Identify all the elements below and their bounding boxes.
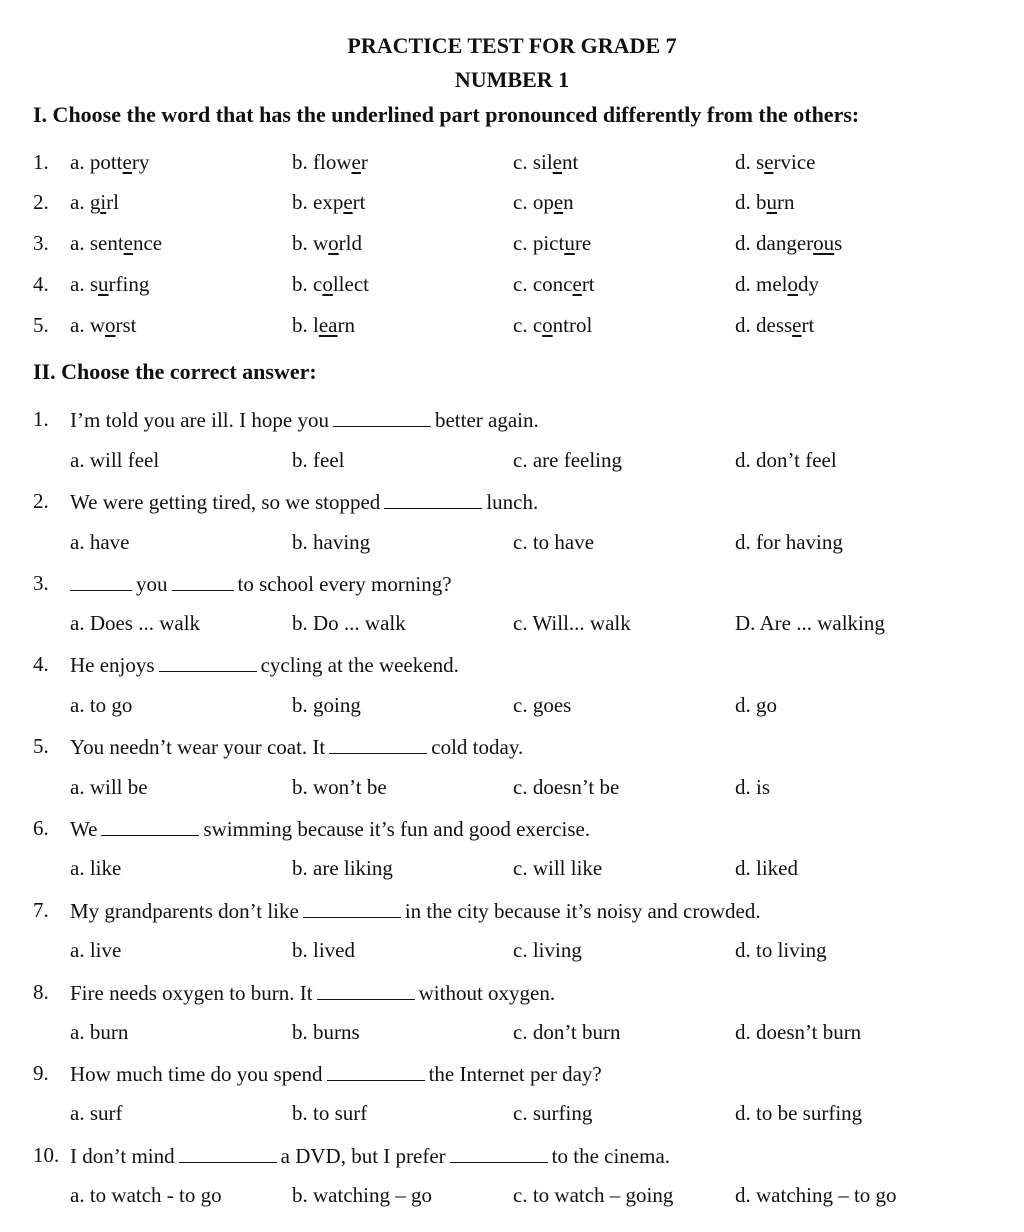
- option: b. expert: [292, 190, 366, 214]
- option-c: c. will like: [513, 856, 603, 880]
- question-stem: 4. He enjoys cycling at the weekend.: [33, 652, 459, 677]
- item-number: 3.: [33, 231, 49, 255]
- pron-item: [0, 230, 1024, 256]
- option-c: c. to have: [513, 530, 595, 554]
- answer-options: [0, 610, 1024, 636]
- underlined-part: e: [122, 150, 132, 174]
- underlined-part: o: [542, 313, 553, 337]
- underlined-part: e: [343, 190, 353, 214]
- underlined-part: e: [351, 150, 361, 174]
- option-d: d. is: [735, 775, 771, 799]
- answer-options: [0, 529, 1024, 555]
- option: b. learn: [292, 313, 355, 337]
- option-a: a. surf: [70, 1101, 123, 1125]
- question-stem: 9. How much time do you spend the Internet per day?: [33, 1061, 602, 1086]
- option: d. dessert: [735, 313, 815, 337]
- underlined-part: o: [787, 272, 798, 296]
- option-d: d. for having: [735, 530, 843, 554]
- option-b: b. are liking: [292, 856, 393, 880]
- option-a: a. burn: [70, 1020, 129, 1044]
- option: b. collect: [292, 272, 369, 296]
- option-d: d. liked: [735, 856, 798, 880]
- option: d. burn: [735, 190, 795, 214]
- option-c: c. goes: [513, 693, 572, 717]
- underlined-part: o: [105, 313, 116, 337]
- question-number: 5.: [33, 734, 49, 758]
- underlined-part: i: [100, 190, 107, 214]
- answer-blank: [172, 570, 234, 591]
- underlined-part: e: [792, 313, 802, 337]
- underlined-part: e: [123, 231, 133, 255]
- answer-blank: [329, 733, 427, 754]
- pron-item: [0, 271, 1024, 297]
- pron-item: [0, 312, 1024, 338]
- option: d. dangerous: [735, 231, 843, 255]
- answer-blank: [317, 979, 415, 1000]
- option-d: d. doesn’t burn: [735, 1020, 862, 1044]
- answer-blank: [327, 1060, 425, 1081]
- underlined-part: e: [764, 150, 774, 174]
- option-c: c. surfing: [513, 1101, 593, 1125]
- option-b: b. feel: [292, 448, 345, 472]
- question-number: 4.: [33, 652, 49, 676]
- option-c: c. Will... walk: [513, 611, 631, 635]
- option: c. open: [513, 190, 574, 214]
- answer-options: [0, 1100, 1024, 1126]
- part1-heading: I. Choose the word that has the underlined part pronounced differently from the others:: [33, 102, 860, 127]
- option: d. melody: [735, 272, 819, 296]
- option: b. flower: [292, 150, 368, 174]
- item-number: 2.: [33, 190, 49, 214]
- part2-heading: II. Choose the correct answer:: [33, 359, 317, 384]
- underlined-part: o: [322, 272, 333, 296]
- question-stem: 8. Fire needs oxygen to burn. It without oxygen.: [33, 980, 556, 1005]
- option: a. pottery: [70, 150, 150, 174]
- answer-options: [0, 1182, 1024, 1208]
- option-b: b. going: [292, 693, 361, 717]
- option-a: a. live: [70, 938, 122, 962]
- underlined-part: o: [328, 231, 339, 255]
- underlined-part: ea: [318, 313, 338, 337]
- answer-blank: [303, 897, 401, 918]
- underlined-part: e: [553, 190, 564, 214]
- answer-blank: [450, 1142, 548, 1163]
- underlined-part: ou: [813, 231, 835, 255]
- item-number: 1.: [33, 150, 49, 174]
- option: a. girl: [70, 190, 119, 214]
- option: a. surfing: [70, 272, 150, 296]
- page-title: PRACTICE TEST FOR GRADE 7: [347, 33, 677, 58]
- option-b: b. lived: [292, 938, 355, 962]
- question-number: 9.: [33, 1061, 49, 1085]
- item-number: 4.: [33, 272, 49, 296]
- option-a: a. will feel: [70, 448, 160, 472]
- option-c: c. don’t burn: [513, 1020, 621, 1044]
- answer-options: [0, 855, 1024, 881]
- option-a: a. to watch - to go: [70, 1183, 222, 1207]
- option: c. picture: [513, 231, 592, 255]
- question-stem: 1. I’m told you are ill. I hope you better again.: [33, 407, 539, 432]
- item-number: 5.: [33, 313, 49, 337]
- option-a: a. will be: [70, 775, 148, 799]
- answer-options: [0, 937, 1024, 963]
- option: c. silent: [513, 150, 579, 174]
- answer-blank: [384, 488, 482, 509]
- question-number: 8.: [33, 980, 49, 1004]
- option: a. sentence: [70, 231, 163, 255]
- option-c: c. to watch – going: [513, 1183, 674, 1207]
- option-c: c. doesn’t be: [513, 775, 620, 799]
- question-stem: 10. I don’t mind a DVD, but I prefer to the cinema.: [33, 1143, 671, 1168]
- underlined-part: e: [572, 272, 582, 296]
- question-stem: 7. My grandparents don’t like in the city because it’s noisy and crowded.: [33, 898, 761, 923]
- option-b: b. won’t be: [292, 775, 387, 799]
- question-number: 1.: [33, 407, 49, 431]
- underlined-part: u: [766, 190, 777, 214]
- option: c. concert: [513, 272, 595, 296]
- question-number: 7.: [33, 898, 49, 922]
- option-a: a. to go: [70, 693, 133, 717]
- answer-options: [0, 1019, 1024, 1045]
- answer-blank: [333, 406, 431, 427]
- option-d: d. don’t feel: [735, 448, 837, 472]
- option: a. worst: [70, 313, 137, 337]
- answer-options: [0, 692, 1024, 718]
- answer-options: [0, 774, 1024, 800]
- answer-blank: [159, 651, 257, 672]
- answer-blank: [70, 570, 132, 591]
- option: b. world: [292, 231, 362, 255]
- option: c. control: [513, 313, 593, 337]
- option-d: d. go: [735, 693, 777, 717]
- option-b: b. having: [292, 530, 371, 554]
- answer-blank: [179, 1142, 277, 1163]
- page-subtitle: NUMBER 1: [454, 67, 570, 92]
- option-c: c. living: [513, 938, 582, 962]
- option-b: b. watching – go: [292, 1183, 432, 1207]
- option-d: d. to living: [735, 938, 827, 962]
- question-stem: 6. We swimming because it’s fun and good exercise.: [33, 816, 591, 841]
- answer-blank: [101, 815, 199, 836]
- option-a: a. like: [70, 856, 122, 880]
- underlined-part: u: [98, 272, 109, 296]
- option-b: b. burns: [292, 1020, 360, 1044]
- option-b: b. Do ... walk: [292, 611, 406, 635]
- question-number: 3.: [33, 571, 49, 595]
- pron-item: [0, 189, 1024, 215]
- question-number: 6.: [33, 816, 49, 840]
- answer-options: [0, 447, 1024, 473]
- underlined-part: e: [552, 150, 562, 174]
- question-stem: 2. We were getting tired, so we stopped lunch.: [33, 489, 539, 514]
- question-stem: 5. You needn’t wear your coat. It cold today.: [33, 734, 524, 759]
- option-d: d. to be surfing: [735, 1101, 863, 1125]
- option-c: c. are feeling: [513, 448, 623, 472]
- question-stem: 3. you to school every morning?: [33, 571, 452, 596]
- option-a: a. Does ... walk: [70, 611, 201, 635]
- question-number: 2.: [33, 489, 49, 513]
- option-d: D. Are ... walking: [735, 611, 885, 635]
- question-number: 10.: [33, 1143, 60, 1167]
- option: d. service: [735, 150, 816, 174]
- option-d: d. watching – to go: [735, 1183, 897, 1207]
- option-b: b. to surf: [292, 1101, 368, 1125]
- pron-item: [0, 149, 1024, 175]
- underlined-part: u: [564, 231, 575, 255]
- option-a: a. have: [70, 530, 130, 554]
